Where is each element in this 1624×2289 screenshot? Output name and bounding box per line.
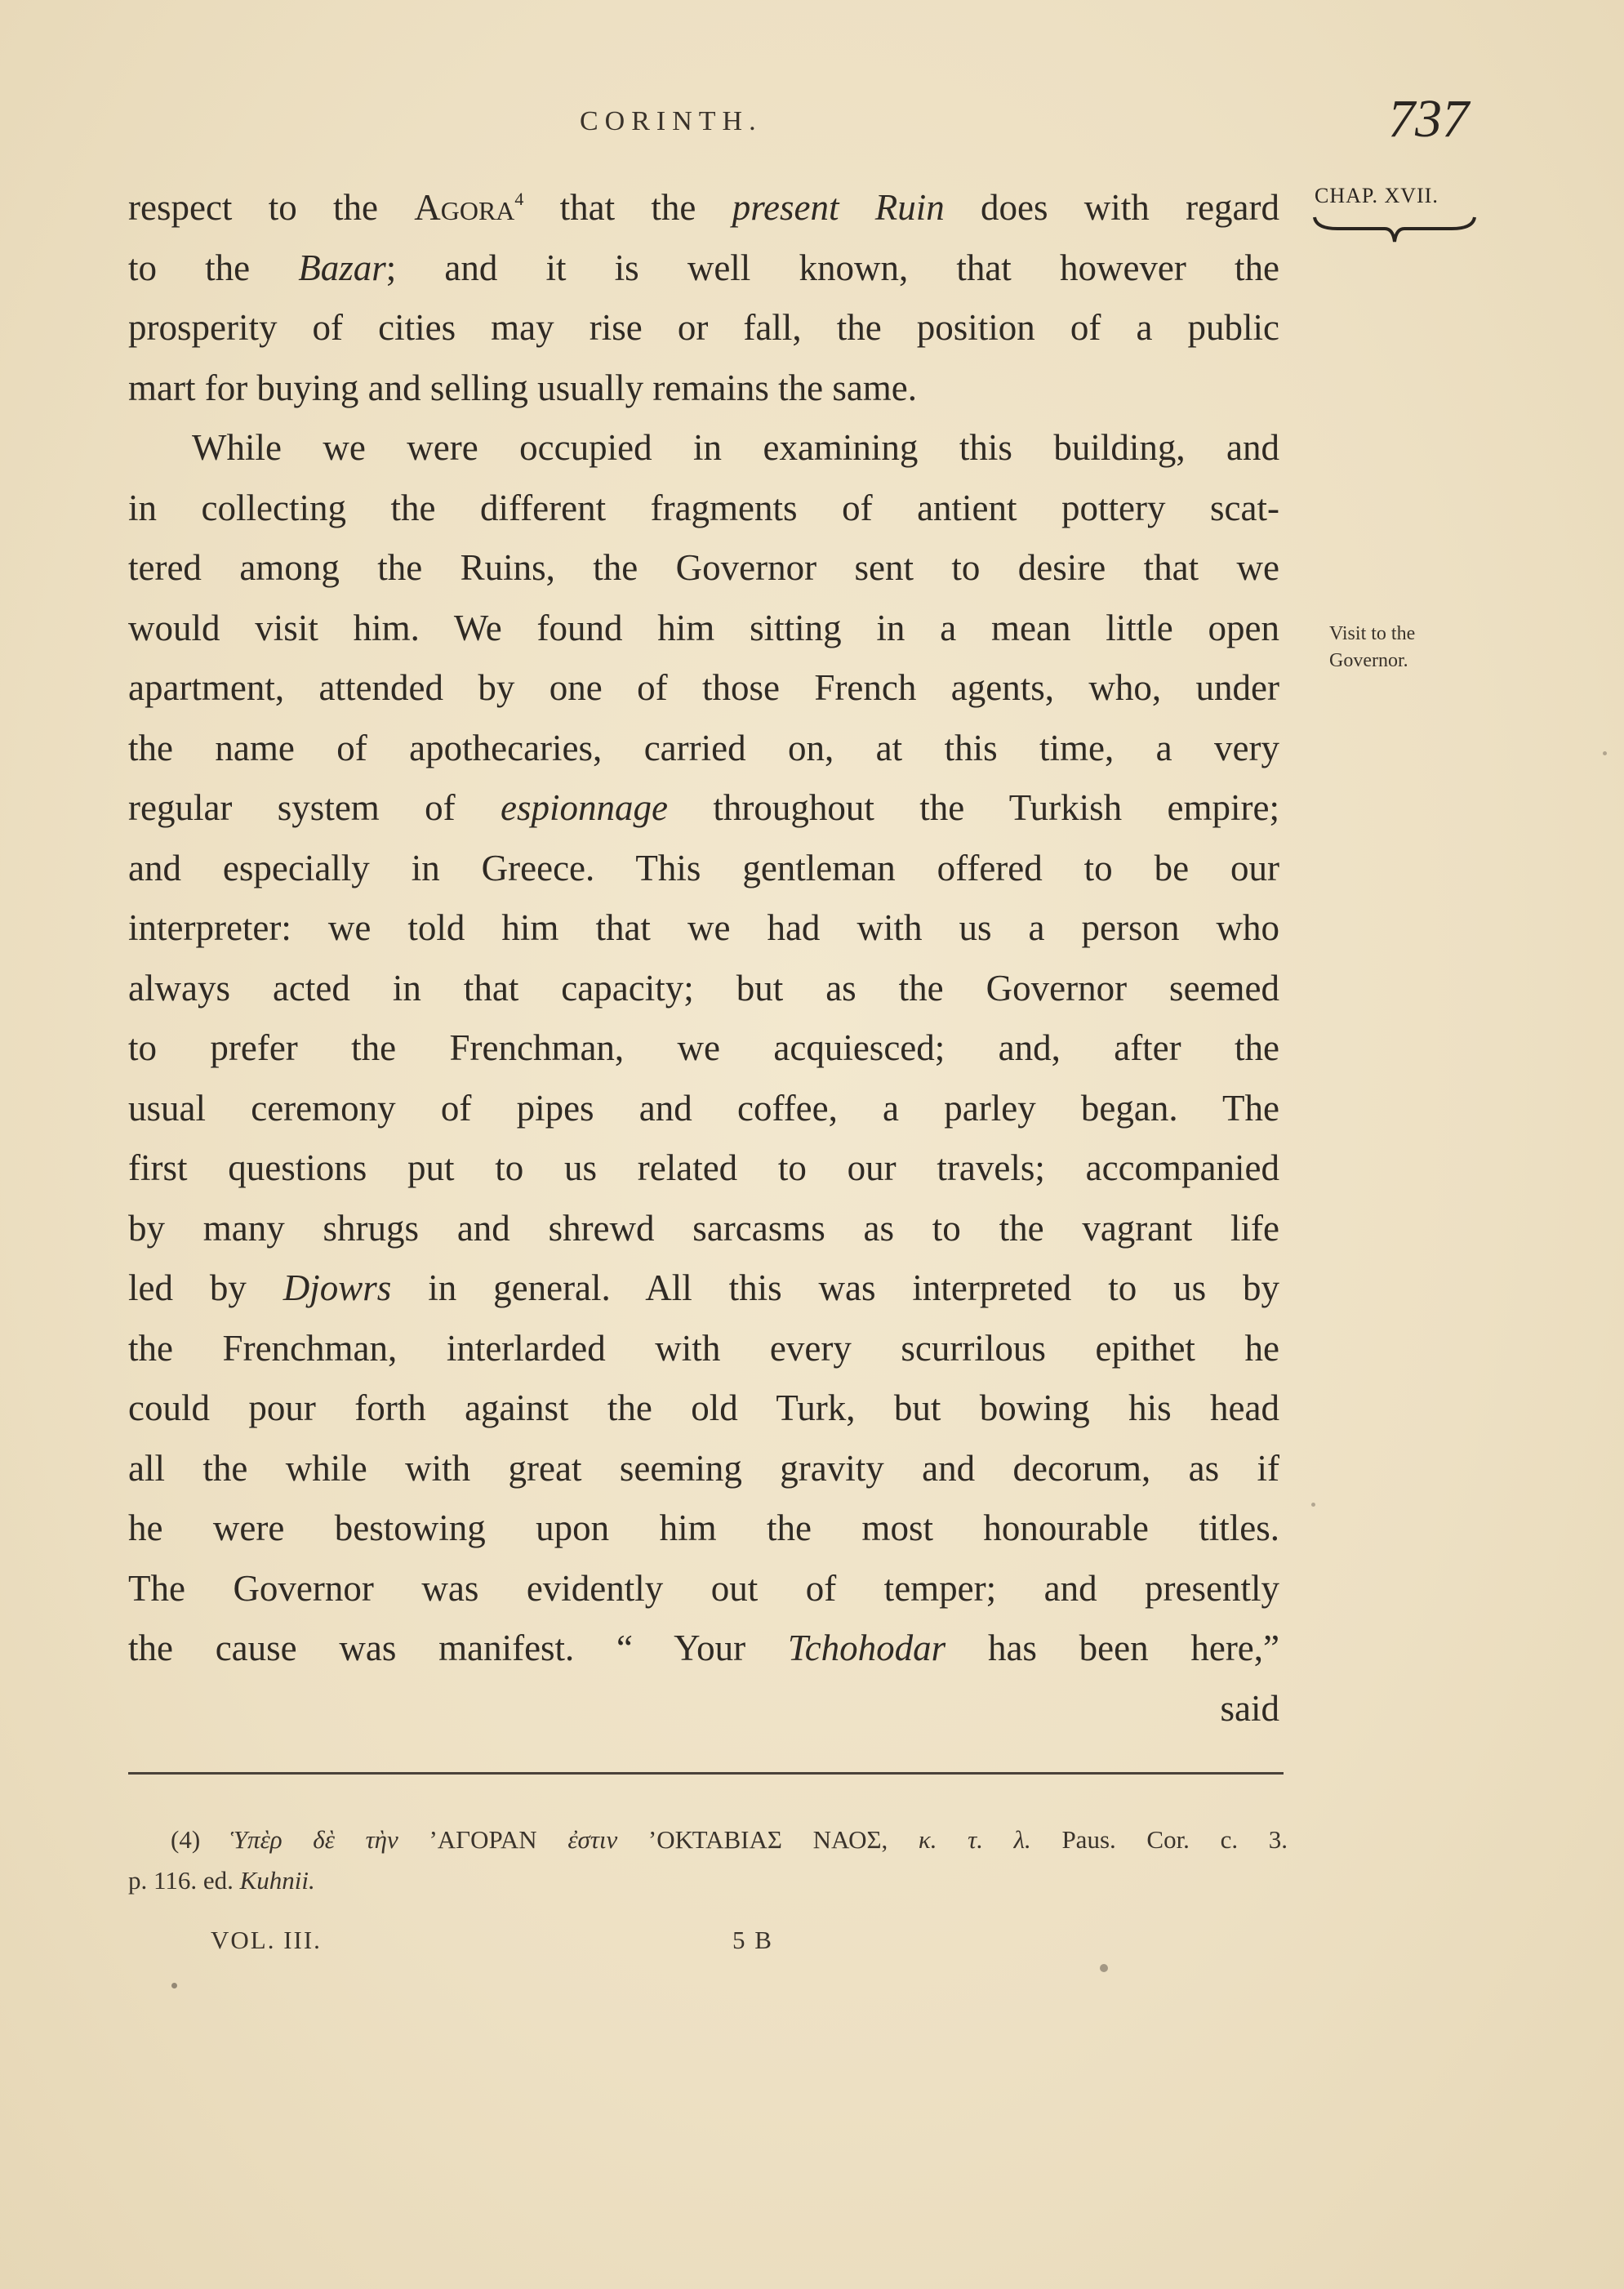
margin-note-line: Governor. bbox=[1329, 650, 1408, 671]
text-line: interpreter: we told him that we had with us a person who bbox=[128, 907, 1279, 948]
text-line: would visit him. We found him sitting in a mean little open bbox=[128, 607, 1279, 648]
margin-note-line: Visit to the bbox=[1329, 623, 1416, 644]
main-text bbox=[128, 178, 1279, 1739]
text-run: has been here,” bbox=[945, 1628, 1280, 1668]
footnote-line bbox=[128, 1860, 1288, 1901]
volume-signature: VOL. III. bbox=[211, 1926, 322, 1954]
text-run: throughout the Turkish empire; bbox=[668, 787, 1279, 828]
text-line: usual ceremony of pipes and coffee, a parley began. The bbox=[128, 1087, 1279, 1129]
text-run: ’ΑΓΟΡΑΝ bbox=[398, 1825, 568, 1854]
text-line: in collecting the different fragments of antient pottery scat- bbox=[128, 487, 1279, 528]
text-line: the name of apothecaries, carried on, at this time, a very bbox=[128, 727, 1279, 768]
text-line: to prefer the Frenchman, we acquiesced; and, after the bbox=[128, 1027, 1279, 1068]
text-line: prosperity of cities may rise or fall, the position of a public bbox=[128, 307, 1279, 348]
paper-speck bbox=[1311, 1503, 1315, 1507]
text-line bbox=[128, 1258, 1279, 1319]
text-run: led by bbox=[128, 1267, 283, 1308]
sheet-signature: 5 B bbox=[732, 1926, 773, 1954]
text-run: to the bbox=[128, 247, 299, 288]
agora-word: Agora bbox=[414, 187, 515, 228]
text-line: and especially in Greece. This gentleman offered to be our bbox=[128, 847, 1279, 888]
text-line: could pour forth against the old Turk, but bowing his head bbox=[128, 1387, 1279, 1428]
margin-note bbox=[1329, 621, 1415, 675]
catchword: said bbox=[1220, 1687, 1279, 1729]
text-run: ; and it is well known, that however the bbox=[385, 247, 1279, 288]
text-run: ’ΟΚΤΑΒΙΑΣ ΝΑΟΣ, bbox=[617, 1825, 919, 1854]
text-line bbox=[128, 1619, 1279, 1679]
footnote-line bbox=[128, 1819, 1288, 1860]
text-line: always acted in that capacity; but as the Governor seemed bbox=[128, 967, 1279, 1009]
text-run: in general. All this was interpreted to us by bbox=[391, 1267, 1279, 1308]
footnote-ref: 4 bbox=[514, 189, 524, 209]
text-run: respect to the bbox=[128, 187, 415, 228]
text-line: mart for buying and selling usually remains the same. bbox=[128, 367, 918, 408]
text-line: he were bestowing upon him the most honourable titles. bbox=[128, 1507, 1279, 1548]
italic-run: Kuhnii. bbox=[239, 1866, 315, 1895]
paper-speck bbox=[1603, 751, 1607, 755]
paper-speck bbox=[171, 1983, 177, 1988]
italic-run: espionnage bbox=[501, 787, 668, 828]
text-line: While we were occupied in examining this building, and bbox=[192, 427, 1279, 468]
text-line: all the while with great seeming gravity and decorum, as if bbox=[128, 1447, 1279, 1489]
text-run: (4) bbox=[171, 1825, 231, 1854]
text-run: that the bbox=[523, 187, 732, 228]
italic-run: ἐστιν bbox=[567, 1825, 618, 1854]
text-line: first questions put to us related to our travels; accompanied bbox=[128, 1147, 1279, 1188]
italic-run: Djowrs bbox=[283, 1267, 392, 1308]
italic-run: κ. τ. λ. bbox=[918, 1825, 1031, 1854]
text-line bbox=[128, 778, 1279, 839]
page-number: 737 bbox=[1388, 89, 1469, 149]
italic-run: Ὑπὲρ δὲ τὴν bbox=[230, 1825, 398, 1854]
text-line: apartment, attended by one of those French agents, who, under bbox=[128, 667, 1279, 708]
text-line: tered among the Ruins, the Governor sent to desire that we bbox=[128, 547, 1279, 588]
text-line: by many shrugs and shrewd sarcasms as to the vagrant life bbox=[128, 1207, 1279, 1249]
margin-chapter-label: CHAP. XVII. bbox=[1315, 184, 1439, 207]
text-run: regular system of bbox=[128, 787, 501, 828]
text-line bbox=[128, 178, 1279, 238]
chapter-brace-icon bbox=[1313, 214, 1476, 247]
italic-run: Bazar bbox=[298, 247, 386, 288]
text-run: Paus. Cor. c. 3. bbox=[1030, 1825, 1288, 1854]
text-line: The Governor was evidently out of temper; and presently bbox=[128, 1567, 1279, 1609]
italic-run: present Ruin bbox=[732, 187, 945, 228]
text-run: the cause was manifest. “ Your bbox=[128, 1628, 788, 1668]
paper-speck bbox=[1100, 1964, 1108, 1972]
footnote-rule bbox=[128, 1772, 1284, 1775]
text-line bbox=[128, 238, 1279, 299]
text-run: does with regard bbox=[944, 187, 1279, 228]
italic-run: Tchohodar bbox=[787, 1628, 946, 1668]
text-line: the Frenchman, interlarded with every scurrilous epithet he bbox=[128, 1327, 1279, 1369]
running-head: CORINTH. bbox=[580, 106, 763, 136]
footnote bbox=[128, 1819, 1288, 1901]
text-run: p. 116. ed. bbox=[128, 1866, 240, 1895]
